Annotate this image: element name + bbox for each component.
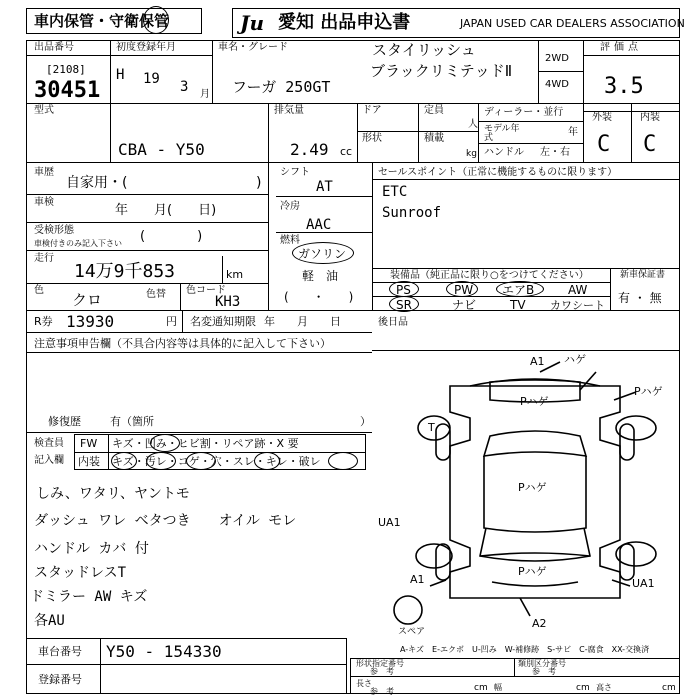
chassis-right: [346, 638, 347, 694]
color-code-label: 色コード: [186, 285, 226, 296]
chassis-label: 車台番号: [38, 645, 82, 658]
diagram-fender-mark: Pハゲ: [634, 385, 663, 398]
deadline-label: 名変通知期限: [190, 315, 256, 328]
remark-2: ダッシュ ワレ ベタつき オイル モレ: [34, 513, 297, 529]
shape-label: 形状: [362, 133, 382, 144]
fuel-gasoline: ガソリン: [298, 247, 347, 261]
aircon-value: AAC: [306, 217, 332, 233]
displacement-label: 排気量: [274, 105, 304, 116]
chassis-divider: [100, 638, 101, 694]
color-value: クロ: [72, 291, 103, 309]
ref-label-1: 参 考: [370, 667, 394, 676]
equip-seat: カワシート: [550, 299, 605, 312]
cc-unit: cc: [340, 145, 353, 158]
exterior-grade: C: [597, 132, 611, 157]
type-value: CBA - Y50: [118, 140, 205, 159]
lot-number: 30451: [34, 78, 101, 103]
install-label: 後日品: [378, 317, 408, 328]
mileage-label: 走行: [34, 253, 54, 264]
remark-4: スタッドレスT: [34, 565, 127, 581]
first-reg-label: 初度登録年月: [116, 42, 176, 53]
warranty-label: 新車保証書: [620, 270, 666, 280]
equip-aw: AW: [568, 283, 588, 297]
history-label: 車歴: [34, 167, 54, 178]
registration-label: 登録番号: [38, 673, 82, 686]
association-name: JAPAN USED CAR DEALERS ASSOCIATION: [460, 17, 685, 30]
ju-logo: Ju: [240, 11, 265, 35]
handle-value: 左・右: [540, 147, 570, 158]
class-spec-label: 類別区分番号: [518, 659, 566, 668]
kg-unit: kg: [466, 149, 477, 159]
equip-pw: PW: [454, 283, 474, 297]
color-tag-label: 色替: [146, 289, 166, 300]
diagram-a2: A2: [532, 617, 547, 630]
door-label: ドア: [362, 105, 382, 116]
month-unit: 月: [200, 89, 210, 100]
recycle-value: 13930: [66, 312, 115, 331]
shift-label: シフト: [280, 167, 310, 178]
notes-label: 注意事項申告欄（不具合内容等は具体的に記入して下さい）: [34, 337, 331, 350]
score-label: 評価点: [600, 42, 642, 53]
equip-navi: ナビ: [452, 298, 477, 312]
form-title: 愛知 出品申込書: [278, 12, 411, 33]
ref-label-3: 参 考: [370, 687, 394, 696]
equip-ps: PS: [396, 283, 411, 297]
inspection-label: 車検: [34, 197, 54, 208]
year-unit: 年: [568, 127, 578, 138]
capacity-label: 定員: [424, 105, 444, 116]
spare-label: スペア: [398, 627, 426, 637]
footer-spec-divider: [514, 658, 515, 676]
lot-sub: [2108]: [46, 63, 86, 76]
drive-4wd: 4WD: [545, 79, 569, 90]
mileage-value: 14万9千853: [74, 261, 176, 282]
deadline-value: 年 月 日: [264, 315, 341, 328]
sales-line2: Sunroof: [382, 205, 442, 221]
width-label: 幅: [494, 683, 502, 692]
shape-spec-label: 形状指定番号: [356, 659, 404, 668]
reg-year: 19: [143, 71, 160, 87]
fuel-label: 燃料: [280, 235, 300, 246]
remark-6: 各AU: [34, 613, 65, 629]
diagram-roof-mark: Pハゲ: [518, 481, 547, 494]
warranty-value: 有 ・ 無: [618, 291, 662, 305]
fuel-diesel: 軽 油: [302, 269, 339, 283]
era: H: [116, 67, 125, 83]
remark-3: ハンドル カバ 付: [34, 541, 149, 557]
reg-month: 3: [180, 79, 189, 95]
load-label: 積載: [424, 133, 444, 144]
chassis-value: Y50 - 154330: [106, 642, 222, 661]
inspection-value: 年 月( 日): [115, 203, 217, 218]
equipment-label: 装備品（純正品に限り○をつけてください）: [390, 270, 589, 281]
color-code-value: KH3: [215, 294, 241, 310]
damage-legend: A-キズ E-エクボ U-凹み W-補修跡 S-サビ C-腐食 XX-交換済: [400, 645, 650, 654]
diagram-hood-mark: Pハゲ: [520, 395, 549, 408]
cm-unit-1: cm: [474, 683, 488, 693]
displacement-value: 2.49: [290, 140, 329, 159]
history-paren: ): [256, 175, 262, 191]
aircon-label: 冷房: [280, 201, 300, 212]
int-items: キズ・汚レ・コゲ・穴・スレ・キレ・破レ: [112, 455, 321, 468]
inspector-label2: 記入欄: [34, 455, 64, 466]
equip-ac: エアB: [502, 283, 535, 297]
sales-point-label: セールスポイント（正常に機能するものに限ります）: [378, 167, 618, 178]
diagram-trunk-mark: Pハゲ: [518, 565, 547, 578]
model-name: フーガ 250GT: [232, 78, 331, 96]
handle-label: ハンドル: [484, 147, 524, 158]
recycle-label: R券: [34, 315, 53, 328]
fw-items: キズ・凹み・ヒビ割・リペア跡・X 要: [112, 437, 299, 450]
footer-spec-mid: [350, 676, 680, 677]
chassis-bottom: [26, 664, 346, 665]
form-value: ( ): [140, 229, 203, 244]
diagram-ua1-right: UA1: [632, 577, 655, 590]
equip-tv: TV: [510, 298, 526, 312]
fw-label: FW: [80, 437, 98, 450]
diagram-a1-left: A1: [410, 573, 425, 586]
person-unit: 人: [468, 119, 478, 130]
chassis-top: [26, 638, 346, 639]
form-label: 受検形態: [34, 225, 74, 236]
length-label: 長さ: [356, 679, 372, 688]
repair-value: 有（箇所: [110, 415, 154, 428]
cm-unit-2: cm: [576, 683, 590, 693]
recycle-yen: 円: [166, 315, 177, 328]
score-value: 3.5: [604, 74, 644, 99]
inspector-label1: 検査員: [34, 438, 64, 449]
history-value: 自家用・(: [66, 175, 128, 191]
km-unit: km: [226, 268, 244, 281]
drive-2wd: 2WD: [545, 53, 569, 64]
model-label: 車名・グレード: [218, 42, 288, 53]
remark-5: ドミラー AW キズ: [30, 589, 148, 605]
repair-close: ）: [360, 415, 371, 428]
diagram-a1-top: A1: [530, 355, 545, 368]
diagram-ua1-left: UA1: [378, 516, 401, 529]
sales-line1: ETC: [382, 184, 408, 200]
exterior-label: 外装: [592, 112, 612, 123]
diagram-hage-top: ハゲ: [564, 353, 586, 366]
type-label: 型式: [34, 105, 54, 116]
model-year-label: モデル年式: [484, 124, 520, 143]
grade-line1: スタイリッシュ: [372, 41, 476, 59]
color-label: 色: [34, 285, 44, 296]
shift-value: AT: [316, 179, 333, 195]
form-sub: 車検付きのみ記入下さい: [34, 239, 122, 248]
ref-label-2: 参 考: [532, 667, 556, 676]
grade-line2: ブラックリミテッドⅡ: [370, 62, 513, 80]
repair-label: 修復歴: [48, 415, 81, 428]
interior-label: 内装: [640, 112, 660, 123]
lot-label: 出品番号: [34, 42, 74, 53]
fuel-other: ( ・ ): [284, 290, 354, 304]
diagram-t-mark: T: [428, 421, 435, 434]
storage-title: 車内保管・守衛保管: [34, 12, 170, 30]
height-label: 高さ: [596, 683, 612, 692]
interior-grade: C: [643, 132, 657, 157]
remark-1: しみ、ワタリ、ヤントモ: [36, 486, 190, 502]
cm-unit-3: cm: [662, 683, 676, 693]
int-label: 内装: [78, 455, 100, 468]
dealer-label: ディーラー・並行: [484, 107, 564, 118]
equip-sr: SR: [396, 298, 412, 312]
